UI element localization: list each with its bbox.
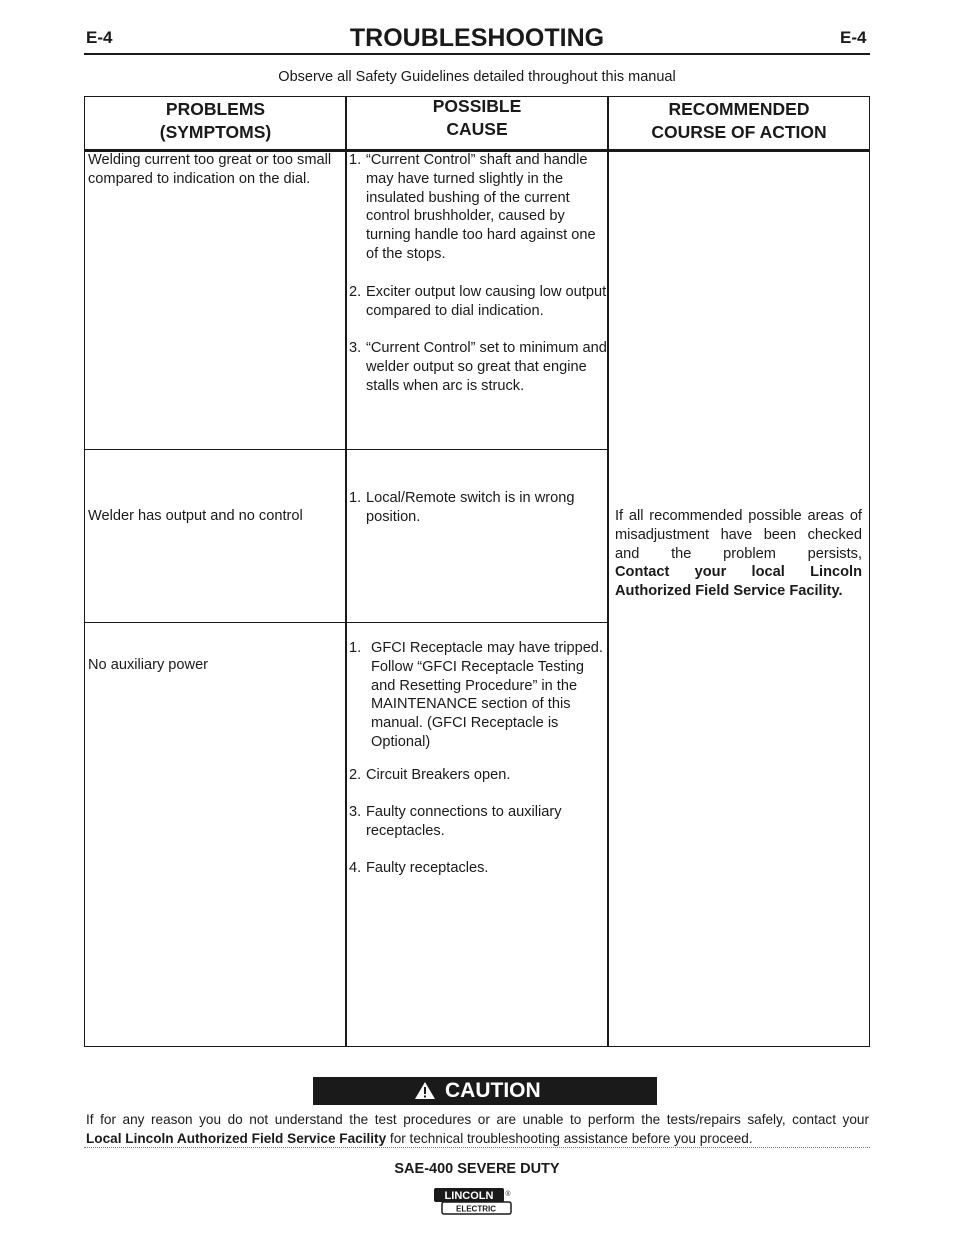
row-divider bbox=[85, 622, 607, 623]
page-number-left: E-4 bbox=[86, 28, 113, 47]
cause-item: 1. “Current Control” shaft and handle may have turned slightly in the insulated bushing of the current control brushholder, caused by turning handle too hard against one of the stops. bbox=[349, 152, 596, 262]
caution-contact: Local Lincoln Authorized Field Service Facility bbox=[86, 1131, 387, 1146]
problem-cell: Welder has output and no control bbox=[88, 508, 303, 524]
warning-triangle-icon bbox=[414, 1081, 436, 1100]
safety-note: Observe all Safety Guidelines detailed throughout this manual bbox=[278, 69, 676, 85]
header-problems: PROBLEMS (SYMPTOMS) bbox=[159, 99, 272, 142]
cause-item: 3. “Current Control” set to minimum and welder output so great that engine stalls when arc is struck. bbox=[349, 340, 607, 394]
title-rule bbox=[84, 53, 870, 55]
problem-cell: Welding current too great or too small compared to indication on the dial. bbox=[88, 152, 332, 187]
svg-text:ELECTRIC: ELECTRIC bbox=[456, 1204, 496, 1214]
column-divider bbox=[607, 96, 609, 1047]
svg-text:®: ® bbox=[505, 1191, 511, 1198]
model-name: SAE-400 SEVERE DUTY bbox=[394, 1161, 560, 1177]
cause-item: 2. Circuit Breakers open. bbox=[349, 767, 511, 783]
lincoln-electric-logo bbox=[433, 1186, 513, 1216]
cause-item: 3. Faulty connections to auxiliary receptacles. bbox=[349, 804, 562, 839]
caution-text: If for any reason you do not understand the test procedures or are unable to perform the tests/repairs safely, contact your Local Lincoln Authorized Field Service Facility for technical troubleshooting assistance before you proceed. bbox=[86, 1112, 869, 1146]
svg-text:LINCOLN: LINCOLN bbox=[444, 1190, 494, 1202]
caution-label: CAUTION bbox=[445, 1079, 541, 1102]
cause-item: 1. GFCI Receptacle may have tripped. Follow “GFCI Receptacle Testing and Resetting Procedure” in the MAINTENANCE section of this manual. (GFCI Receptacle is Optional) bbox=[349, 640, 603, 750]
cause-item: 4. Faulty receptacles. bbox=[349, 860, 489, 876]
header-possible-cause: POSSIBLE CAUSE bbox=[432, 96, 522, 139]
problem-cell: No auxiliary power bbox=[88, 657, 209, 673]
recommended-action-text: If all recommended possible areas of misadjustment have been checked and the problem persists, Contact your local Lincoln Authorized Field Service Facility. bbox=[615, 508, 862, 600]
caution-banner bbox=[313, 1077, 657, 1105]
header-recommended-action: RECOMMENDED COURSE OF ACTION bbox=[651, 99, 827, 142]
cause-item: 2. Exciter output low causing low output compared to dial indication. bbox=[349, 284, 607, 319]
footer-divider bbox=[84, 1147, 870, 1148]
page-title: TROUBLESHOOTING bbox=[349, 24, 605, 52]
cause-item: 1. Local/Remote switch is in wrong position. bbox=[349, 490, 575, 525]
row-divider bbox=[85, 449, 607, 450]
page-number-right: E-4 bbox=[840, 28, 867, 47]
column-divider bbox=[345, 96, 347, 1047]
